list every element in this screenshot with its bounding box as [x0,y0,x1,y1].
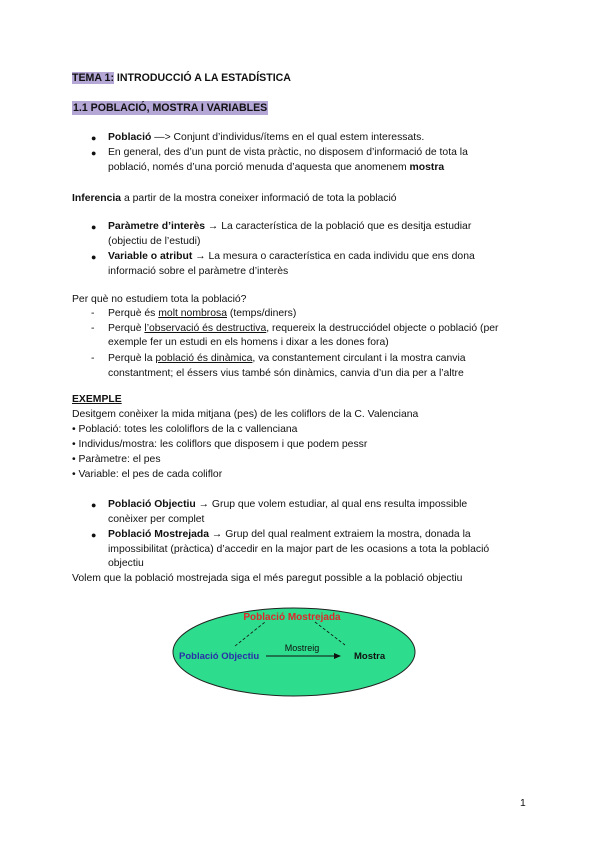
reason-destructiva-line2: exemple fer un estudi en els homens i dixar a les dones fora) [108,337,389,348]
question-text: Per què no estudiem tota la població? [72,294,247,305]
label-poblacio-mostrejada: Població Mostrejada [243,612,341,623]
bullet-objectiu-line2: conèixer per complet [108,514,205,525]
example-item: • Variable: el pes de cada coliflor [72,469,223,480]
inferencia-paragraph: Inferencia a partir de la mostra coneixer informació de tota la població [72,193,397,204]
bullet-dot: ● [91,252,97,262]
bullet-dot: ● [91,222,97,232]
title-highlight: TEMA 1: [72,72,114,84]
reason-nombrosa: Perquè és molt nombrosa (temps/diners) [108,308,297,319]
bullet-variable-line1: Variable o atribut → La mesura o característica en cada individu que ens dona [108,251,475,262]
reason-destructiva-line1: Perquè l’observació és destructiva, requereix la destrucciódel objecte o població (per [108,323,499,334]
bullet-dot: ● [91,500,97,510]
example-intro: Desitgem conèixer la mida mitjana (pes) de les coliflors de la C. Valenciana [72,409,419,420]
bullet-general-line2: població, només d’una porció menuda d’aquesta que anomenem mostra [108,162,445,173]
dash-marker: - [91,353,95,364]
example-heading: EXEMPLE [72,394,122,405]
label-poblacio-objectiu: Població Objectiu [179,651,260,662]
bullet-mostrejada-line2: impossibilitat (pràctica) d’accedir en la major part de les ocasions a tota la població [108,544,490,555]
example-item: • Individus/mostra: les coliflors que disposem i que podem pessr [72,439,368,450]
section-heading: 1.1 POBLACIÓ, MOSTRA I VARIABLES [73,102,268,114]
bullet-dot: ● [91,530,97,540]
bullet-mostrejada-line3: objectiu [108,558,144,569]
label-mostreig: Mostreig [284,643,320,653]
page-number: 1 [520,798,526,809]
label-mostra: Mostra [354,651,386,662]
title-rest: INTRODUCCIÓ A LA ESTADÍSTICA [113,72,291,84]
bullet-objectiu-line1: Població Objectiu → Grup que volem estudiar, al qual ens resulta impossible [108,499,468,510]
bullet-dot: ● [91,133,97,143]
bullet-variable-line2: informació sobre el paràmetre d’interès [108,266,289,277]
bullet-parametre-line1: Paràmetre d’interès → La característica de la població que es desitja estudiar [108,221,472,232]
sampling-diagram [170,600,420,700]
dash-marker: - [91,323,95,334]
dash-marker: - [91,308,95,319]
reason-dinamica-line1: Perquè la població és dinàmica, va constantement circulant i la mostra canvia [108,353,466,364]
closing-text: Volem que la població mostrejada siga el més paregut possible a la població objectiu [72,573,463,584]
bullet-parametre-line2: (objectiu de l’estudi) [108,236,201,247]
bullet-poblacio: Població —> Conjunt d’individus/ítems en el qual estem interessats. [108,132,425,143]
bullet-dot: ● [91,148,97,158]
reason-dinamica-line2: constantment; el éssers vius també són dinàmics, canvia d’un dia per a l’altre [108,368,464,379]
bullet-general-line1: En general, des d’un punt de vista pràctic, no disposem d’informació de tota la [108,147,468,158]
example-item: • Població: totes les cololiflors de la c vallenciana [72,424,298,435]
example-item: • Paràmetre: el pes [72,454,161,465]
bullet-mostrejada-line1: Població Mostrejada → Grup del qual realment extraiem la mostra, donada la [108,529,471,540]
page-title [72,71,291,85]
